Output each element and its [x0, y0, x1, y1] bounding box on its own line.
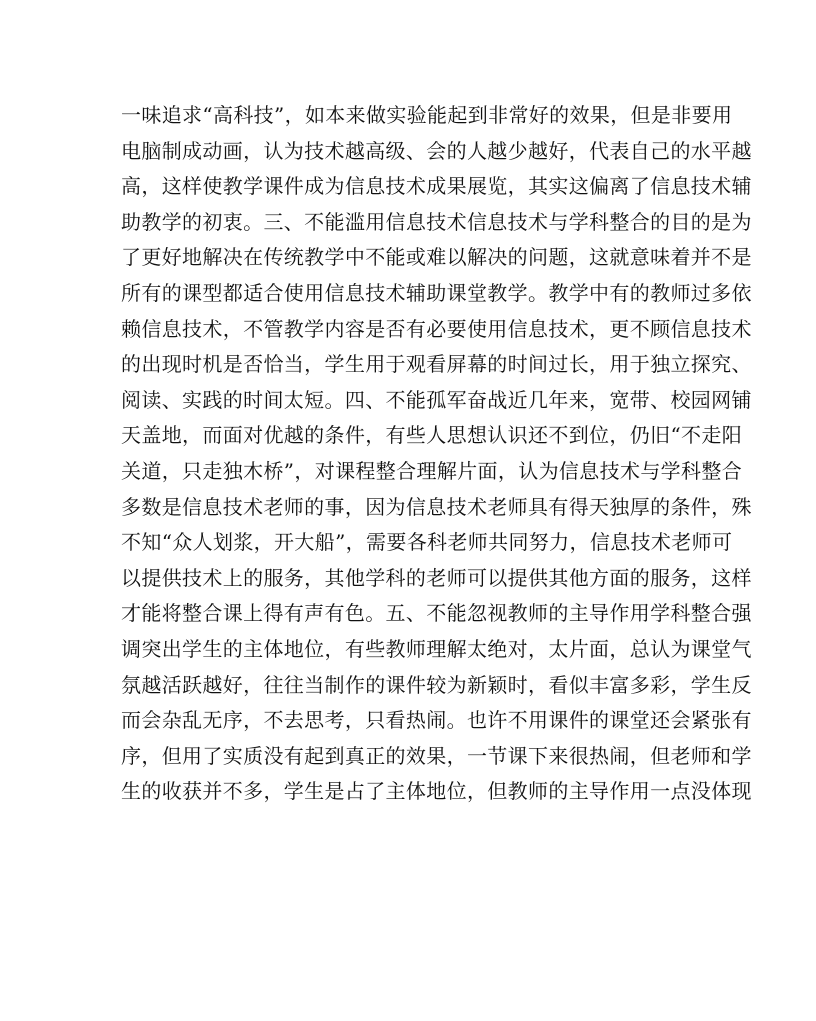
text-line: 高，这样使教学课件成为信息技术成果展览，其实这偏离了信息技术辅 [121, 174, 752, 199]
text-line: 氛越活跃越好，往往当制作的课件较为新颖时，看似丰富多彩，学生反 [121, 672, 752, 697]
text-line: 天盖地，而面对优越的条件，有些人思想认识还不到位，仍旧“不走阳 [121, 423, 743, 448]
text-line: 了更好地解决在传统教学中不能或难以解决的问题，这就意味着并不是 [121, 245, 752, 270]
body-text [121, 98, 752, 810]
text-line: 电脑制成动画，认为技术越高级、会的人越少越好，代表自己的水平越 [121, 138, 752, 163]
text-line: 一味追求“高科技”，如本来做实验能起到非常好的效果，但是非要用 [121, 103, 733, 127]
text-line: 而会杂乱无序，不去思考，只看热闹。也许不用课件的课堂还会紧张有 [121, 708, 752, 733]
text-line: 所有的课型都适合使用信息技术辅助课堂教学。教学中有的教师过多依 [121, 280, 752, 305]
text-line: 赖信息技术，不管教学内容是否有必要使用信息技术，更不顾信息技术 [121, 316, 752, 341]
text-line: 阅读、实践的时间太短。四、不能孤军奋战近几年来，宽带、校园网铺 [121, 387, 752, 412]
text-line: 序，但用了实质没有起到真正的效果，一节课下来很热闹，但老师和学 [121, 743, 752, 768]
text-line: 以提供技术上的服务，其他学科的老师可以提供其他方面的服务，这样 [121, 565, 752, 590]
text-line: 的出现时机是否恰当，学生用于观看屏幕的时间过长，用于独立探究、 [121, 352, 752, 377]
text-line: 才能将整合课上得有声有色。五、不能忽视教师的主导作用学科整合强 [121, 601, 752, 626]
text-line: 多数是信息技术老师的事，因为信息技术老师具有得天独厚的条件，殊 [121, 494, 752, 519]
text-line: 关道，只走独木桥”，对课程整合理解片面，认为信息技术与学科整合 [121, 458, 743, 483]
text-line: 助教学的初衷。三、不能滥用信息技术信息技术与学科整合的目的是为 [121, 209, 752, 234]
text-line: 不知“众人划浆，开大船”，需要各科老师共同努力，信息技术老师可 [121, 530, 733, 555]
text-line: 调突出学生的主体地位，有些教师理解太绝对，太片面，总认为课堂气 [121, 636, 752, 661]
text-line: 生的收获并不多，学生是占了主体地位，但教师的主导作用一点没体现 [121, 779, 752, 804]
